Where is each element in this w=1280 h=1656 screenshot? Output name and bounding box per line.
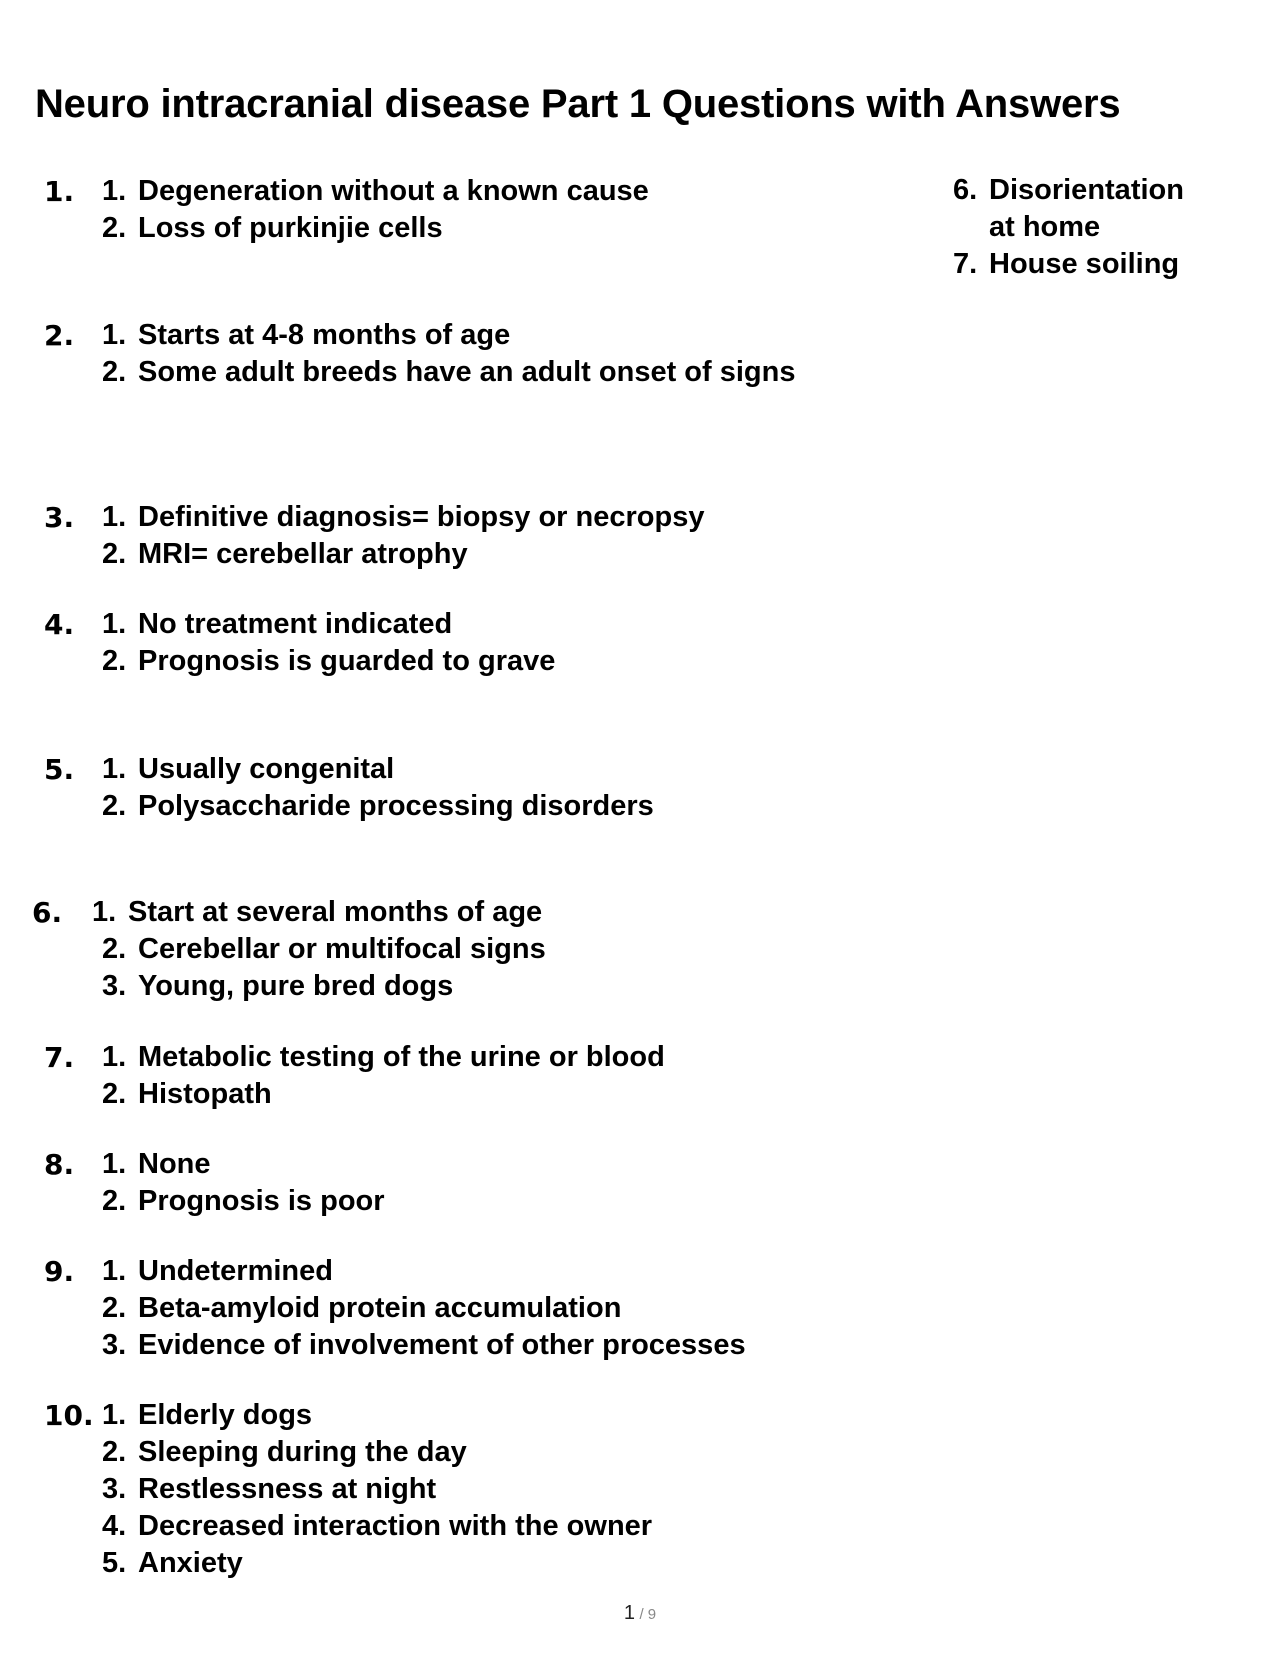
question-number: 10. [44, 1399, 94, 1432]
answer-item [102, 1146, 385, 1183]
answer-marker: 3. [102, 1473, 127, 1505]
document-title: Neuro intracranial disease Part 1 Questions with Answers [35, 82, 1121, 126]
answer-list [102, 1039, 665, 1113]
answer-marker: 1. [102, 1148, 127, 1180]
answer-list [102, 499, 704, 573]
answer-item [102, 643, 555, 680]
answer-marker: 1. [102, 1041, 127, 1073]
answer-text: None [138, 1148, 211, 1180]
answer-list-continued [953, 172, 1203, 283]
answer-text: MRI= cerebellar atrophy [138, 538, 468, 570]
answer-marker: 2. [102, 933, 127, 965]
answer-item [102, 1545, 652, 1582]
answer-text: Prognosis is guarded to grave [138, 645, 556, 677]
answer-text: Loss of purkinjie cells [138, 212, 443, 244]
answer-marker: 1. [102, 501, 127, 533]
answer-marker: 2. [102, 538, 127, 570]
answer-marker: 1. [92, 896, 117, 928]
answer-list [102, 1146, 385, 1220]
answer-marker: 2. [102, 1078, 127, 1110]
answer-marker: 2. [102, 1185, 127, 1217]
question-number: 6. [32, 896, 63, 929]
answer-item [102, 1290, 746, 1327]
total-pages: / 9 [639, 1606, 657, 1623]
question-number: 9. [44, 1255, 75, 1288]
answer-list [102, 1253, 746, 1364]
answer-list [92, 894, 546, 1005]
answer-text: Elderly dogs [138, 1399, 313, 1431]
answer-text: Beta-amyloid protein accumulation [138, 1292, 622, 1324]
current-page: 1 [623, 1602, 635, 1624]
answer-item [102, 1397, 652, 1434]
answer-text: Disorientation at home [989, 174, 1184, 243]
answer-item [102, 536, 704, 573]
answer-marker: 1. [102, 753, 127, 785]
answer-list [102, 751, 654, 825]
page-indicator [0, 1602, 1280, 1625]
answer-marker: 3. [102, 1329, 127, 1361]
question-number: 2. [44, 319, 75, 352]
answer-text: Some adult breeds have an adult onset of signs [138, 356, 796, 388]
answer-text: Decreased interaction with the owner [138, 1510, 653, 1542]
answer-list [102, 317, 802, 391]
answer-item [92, 894, 546, 931]
answer-item [102, 1253, 746, 1290]
answer-item [953, 172, 1203, 246]
answer-list [102, 606, 555, 680]
answer-marker: 5. [102, 1547, 127, 1579]
question-number: 3. [44, 501, 75, 534]
answer-text: Sleeping during the day [138, 1436, 467, 1468]
answer-list [102, 1397, 652, 1582]
answer-item [102, 1039, 665, 1076]
answer-text: Definitive diagnosis= biopsy or necropsy [138, 501, 705, 533]
question-number: 1. [44, 175, 75, 208]
answer-text: Prognosis is poor [138, 1185, 385, 1217]
answer-item [102, 606, 555, 643]
answer-text: Evidence of involvement of other processes [138, 1329, 746, 1361]
answer-item [102, 931, 546, 968]
answer-text: Degeneration without a known cause [138, 175, 649, 207]
answer-marker: 1. [102, 319, 127, 351]
answer-marker: 2. [102, 645, 127, 677]
answer-marker: 4. [102, 1510, 127, 1542]
answer-text: Start at several months of age [128, 896, 543, 928]
answer-item [102, 1327, 746, 1364]
answer-item [102, 173, 649, 210]
answer-marker: 2. [102, 1436, 127, 1468]
answer-text: Histopath [138, 1078, 272, 1110]
answer-text: Polysaccharide processing disorders [138, 790, 654, 822]
answer-marker: 7. [953, 248, 978, 280]
answer-item [102, 317, 802, 354]
answer-text: House soiling [989, 248, 1180, 280]
answer-marker: 1. [102, 1255, 127, 1287]
answer-item [102, 788, 654, 825]
answer-marker: 3. [102, 970, 127, 1002]
answer-item [102, 210, 649, 247]
answer-list [102, 173, 649, 247]
question-number: 8. [44, 1148, 75, 1181]
answer-item [102, 1076, 665, 1113]
answer-item [102, 1471, 652, 1508]
answer-text: Restlessness at night [138, 1473, 437, 1505]
answer-marker: 2. [102, 790, 127, 822]
answer-marker: 2. [102, 212, 127, 244]
answer-item [102, 968, 546, 1005]
question-number: 7. [44, 1041, 75, 1074]
question-number: 4. [44, 608, 75, 641]
answer-item [953, 246, 1203, 283]
answer-marker: 6. [953, 174, 978, 206]
answer-marker: 1. [102, 1399, 127, 1431]
answer-marker: 2. [102, 356, 127, 388]
answer-text: Young, pure bred dogs [138, 970, 454, 1002]
answer-item [102, 751, 654, 788]
answer-marker: 2. [102, 1292, 127, 1324]
answer-item [102, 1434, 652, 1471]
answer-text: No treatment indicated [138, 608, 453, 640]
answer-text: Metabolic testing of the urine or blood [138, 1041, 665, 1073]
answer-item [102, 1183, 385, 1220]
question-number: 5. [44, 753, 75, 786]
answer-item [102, 499, 704, 536]
answer-text: Anxiety [138, 1547, 243, 1579]
answer-marker: 1. [102, 175, 127, 207]
answer-marker: 1. [102, 608, 127, 640]
answer-text: Usually congenital [138, 753, 395, 785]
answer-text: Undetermined [138, 1255, 333, 1287]
answer-text: Cerebellar or multifocal signs [138, 933, 546, 965]
answer-text: Starts at 4-8 months of age [138, 319, 511, 351]
answer-item [102, 1508, 652, 1545]
answer-item [102, 354, 802, 391]
